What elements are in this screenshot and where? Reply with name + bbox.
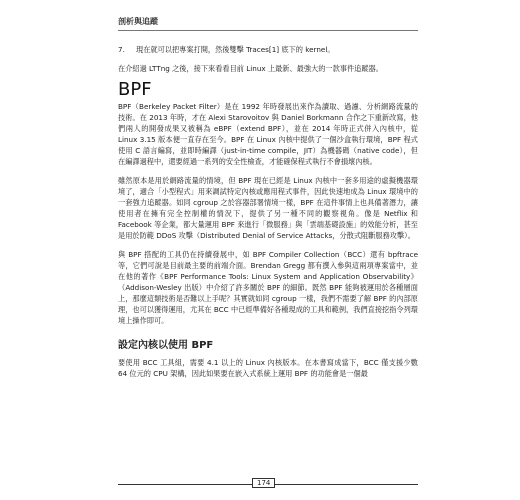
paragraph-bpf-usage: 雖然原本是用於網路流量的情境，但 BPF 現在已經是 Linux 內核中一套多用途的虛擬機器環境了，適合「小型程式」用來調試特定內核或應用程式事件，因此快速地成為 Linux 環境中的一套強力追蹤器。如同 cgroup 之於容器部署情境一樣，BPF 在這件事情上也具備著潛力，讓使用者在擁有完全控制權的情況下，提供了另一種不同的觀察視角。像是 Netflix 和 Facebook 等企業，都大量運用 BPF 來進行「微服務」與「雲端基礎設施」的效能分析，甚至是用於防範 DDoS 攻擊（Distributed Denial of Service Attacks，分散式阻斷服務攻擊）。 <box>118 176 418 240</box>
paragraph-kernel-config: 要使用 BCC 工具組，需要 4.1 以上的 Linux 內核版本。在本書寫成當下，BCC 僅支援少數 64 位元的 CPU 架構，因此如果要在嵌入式系統上運用 BPF 的功能會是一個最 <box>118 358 418 378</box>
running-header: 剖析與追蹤 <box>118 17 158 26</box>
paragraph-bpf-history: BPF（Berkeley Packet Filter）是在 1992 年時發展出來作為讀取、過濾、分析網路流量的技術。在 2013 年時，才在 Alexi Starovoitov 與 Daniel Borkmann 合作之下重新改寫，他們兩人的開發成果又被稱為 eBPF（extend BPF），並在 2014 年時正式併入內核中，從 Linux 3.15 版本便一直存在至今。BPF 在 Linux 內核中提供了一個沙盒執行環境，BPF 程式使用 C 語言編寫，並即時編譯（just-in-time compile，JIT）為機器碼（native code），但在編譯過程中，還要經過一系列的安全性檢查，才能確保程式執行不會損壞內核。 <box>118 102 418 166</box>
section-heading-bpf: BPF <box>118 79 152 100</box>
paragraph-intro: 在介紹過 LTTng 之後，接下來看看目前 Linux 上最新、最強大的一款事件追蹤器。 <box>118 64 383 73</box>
step-text: 現在就可以把專案打開，然後雙擊 Traces[1] 底下的 kernel。 <box>136 45 335 54</box>
step-item <box>118 44 418 55</box>
page-content <box>118 44 418 387</box>
paragraph-bpf-tools: 與 BPF 搭配的工具仍在持續發展中，如 BPF Compiler Collection（BCC）還有 bpftrace 等，它們可說是目前最主要的前端介面。Brendan Gregg 都有撰入參與這兩項專案當中，並在他的著作《BPF Performance Tools: Linux System and Application Observability》（Addison-Wesley 出版）中介紹了許多關於 BPF 的細節。既然 BPF 能夠被運用於各種層面上，那麼這類技術是否難以上手呢？其實就如同 cgroup 一樣，我們不需要了解 BPF 的內部原理，也可以獲得運用，尤其在 BCC 中已經準備好各種現成的工具和範例，我們直接挖指令列環境上操作即可。 <box>118 250 418 325</box>
header-rule <box>118 30 418 31</box>
page-number: 174 <box>252 478 275 488</box>
subsection-heading-kernel-config: 設定內核以使用 BPF <box>118 340 214 351</box>
step-number: 7. <box>118 45 125 54</box>
